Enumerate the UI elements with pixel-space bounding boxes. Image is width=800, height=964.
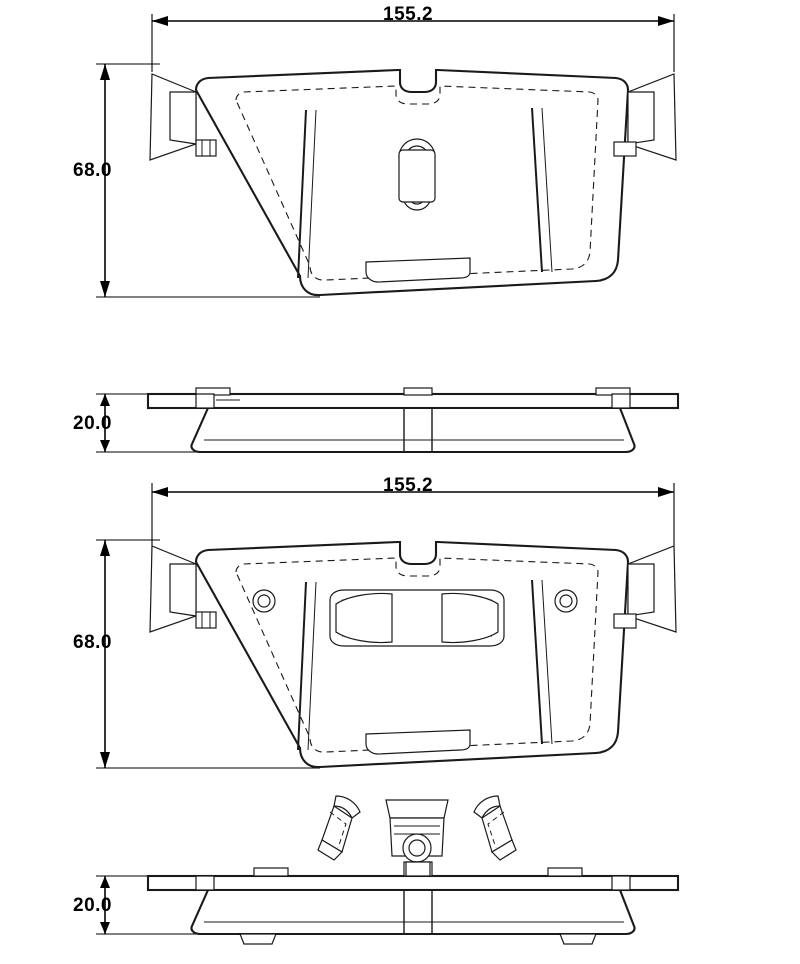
dimension-label-width-bottom: 155.2 — [383, 475, 434, 496]
dimension-label-height-top: 68.0 — [73, 160, 112, 181]
dimension-label-width-top: 155.2 — [383, 4, 434, 25]
pad-view-bottom — [150, 542, 676, 767]
dimension-label-thickness-lower: 20.0 — [73, 895, 112, 916]
pad-view-side-upper — [148, 388, 678, 452]
dimension-label-thickness-upper: 20.0 — [73, 413, 112, 434]
pad-view-side-lower — [148, 862, 678, 944]
pad-clip-assembly — [318, 796, 516, 862]
pad-view-top — [150, 70, 676, 295]
dimension-label-height-bottom: 68.0 — [73, 632, 112, 653]
